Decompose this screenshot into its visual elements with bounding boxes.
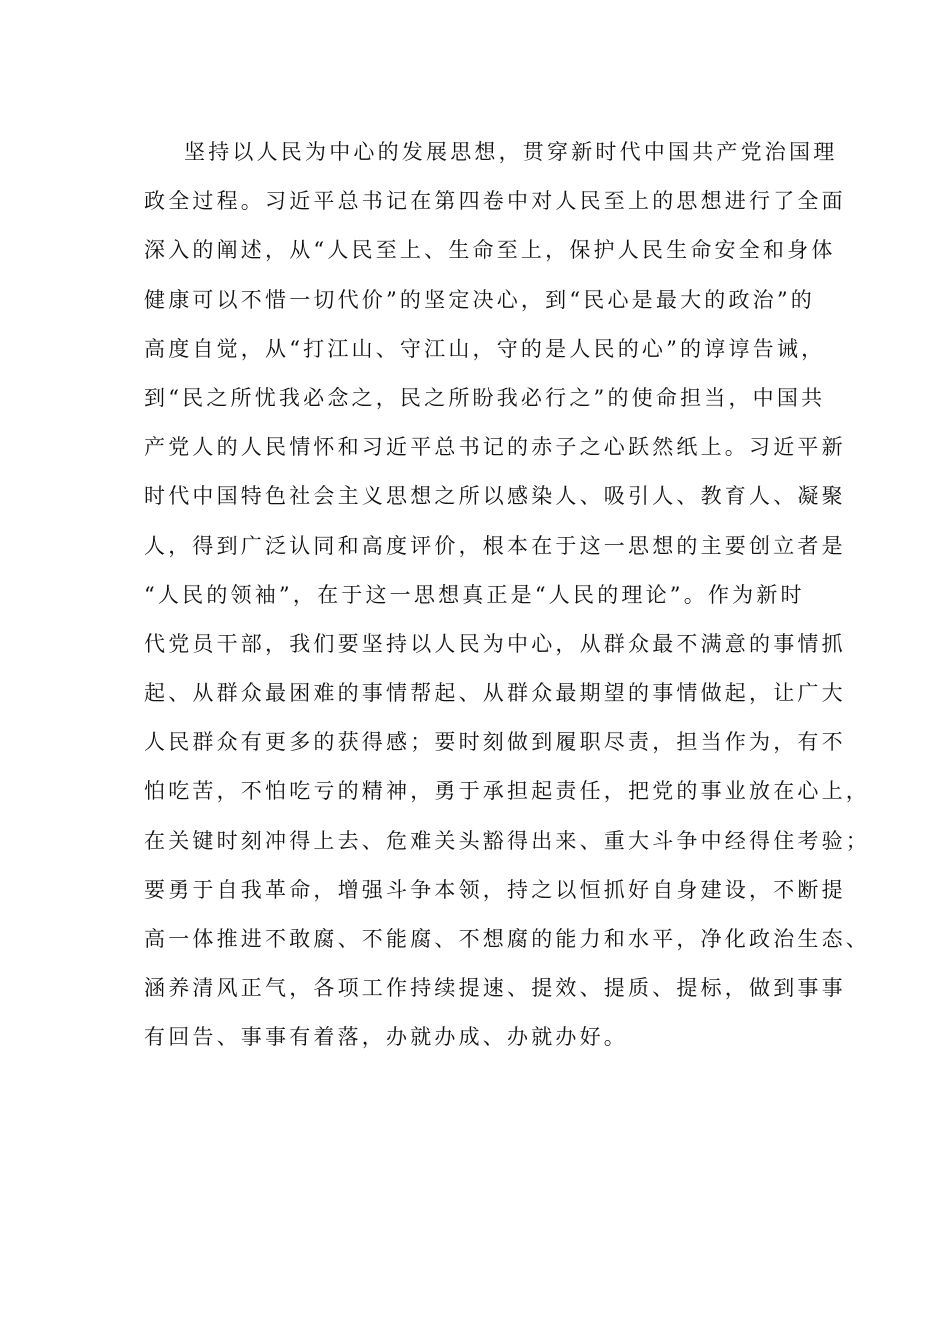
text-line: 健康可以不惜一切代价”的坚定决心，到“民心是最大的政治”的 [144,287,816,312]
text-line: 在关键时刻冲得上去、危难关头豁得出来、重大斗争中经得住考验； [144,828,870,853]
text-line: 时代中国特色社会主义思想之所以感染人、吸引人、教育人、凝聚 [144,484,846,509]
text-line: 高度自觉，从“打江山、守江山，守的是人民的心”的谆谆告诫， [144,336,826,361]
text-line: “人民的领袖”，在于这一思想真正是“人民的理论”。作为新时 [144,582,805,607]
text-line: 人民群众有更多的获得感；要时刻做到履职尽责，担当作为，有不 [144,730,846,755]
body-paragraph [144,128,870,1063]
text-line: 怕吃苦，不怕吃亏的精神，勇于承担起责任，把党的事业放在心上， [144,779,870,804]
text-line: 人，得到广泛认同和高度评价，根本在于这一思想的主要创立者是 [144,533,846,558]
text-line: 有回告、事事有着落，办就办成、办就办好。 [144,1025,628,1050]
text-line: 深入的阐述，从“人民至上、生命至上，保护人民生命安全和身体 [144,238,836,263]
text-line: 产党人的人民情怀和习近平总书记的赤子之心跃然纸上。习近平新 [144,435,846,460]
text-line: 政全过程。习近平总书记在第四卷中对人民至上的思想进行了全面 [144,189,846,214]
text-line: 起、从群众最困难的事情帮起、从群众最期望的事情做起，让广大 [144,681,846,706]
text-line: 要勇于自我革命，增强斗争本领，持之以恒抓好自身建设，不断提 [144,877,846,902]
text-line: 坚持以人民为中心的发展思想，贯穿新时代中国共产党治国理 [184,140,838,164]
text-line: 高一体推进不敢腐、不能腐、不想腐的能力和水平，净化政治生态、 [144,927,870,951]
text-line: 涵养清风正气，各项工作持续提速、提效、提质、提标，做到事事 [144,976,846,1001]
text-line: 代党员干部，我们要坚持以人民为中心，从群众最不满意的事情抓 [144,631,846,656]
text-line: 到“民之所忧我必念之，民之所盼我必行之”的使命担当，中国共 [144,385,826,410]
